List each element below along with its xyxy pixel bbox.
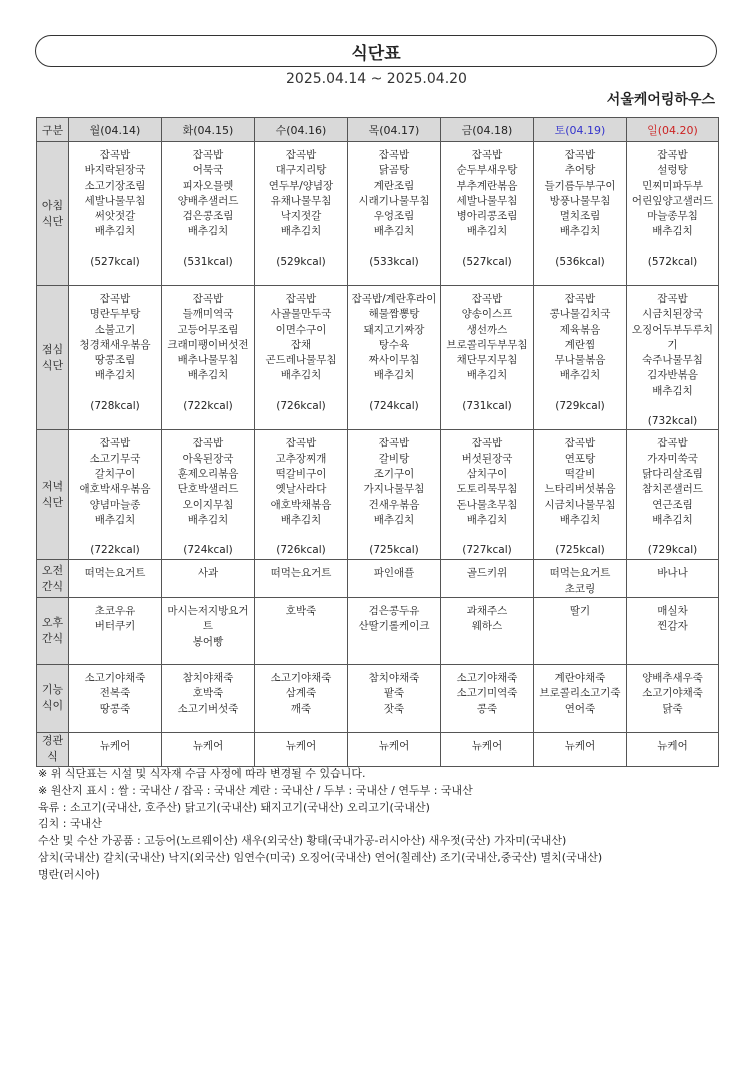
menu-item: 콩죽 bbox=[476, 702, 498, 715]
menu-cell-morning-snack-tue bbox=[162, 560, 255, 598]
menu-item: 배추김치 bbox=[652, 225, 693, 238]
menu-cell-lunch-sun bbox=[627, 286, 719, 430]
menu-item: 뉴케어 bbox=[99, 739, 131, 752]
menu-item: 참치야채죽 bbox=[368, 671, 420, 684]
calorie-value: (533kcal) bbox=[369, 255, 419, 268]
menu-item: 배추김치 bbox=[559, 513, 601, 526]
row-label-afternoon-snack bbox=[37, 597, 69, 664]
menu-item: 삼치구이 bbox=[466, 467, 508, 480]
menu-item: 오징어두부두루치기 bbox=[631, 323, 714, 351]
menu-item: 파인애플 bbox=[373, 567, 415, 580]
menu-item: 잡곡밥 bbox=[657, 437, 688, 450]
menu-cell-functional-diet-mon bbox=[69, 664, 162, 732]
menu-item: 잡곡밥 bbox=[192, 149, 224, 161]
menu-item: 고등어무조림 bbox=[177, 323, 239, 336]
menu-item: 배추김치 bbox=[559, 369, 601, 382]
menu-item: 갈치구이 bbox=[94, 467, 136, 480]
menu-item: 순두부새우탕 bbox=[456, 164, 518, 177]
row-label-line: 점심 bbox=[41, 342, 64, 356]
menu-item: 우엉조림 bbox=[373, 210, 415, 223]
calorie-value: (527kcal) bbox=[90, 255, 140, 268]
menu-item: 애호박새우볶음 bbox=[79, 483, 151, 496]
menu-item: 배추김치 bbox=[280, 225, 322, 238]
menu-item: 탕수육 bbox=[378, 338, 410, 351]
calorie-value: (726kcal) bbox=[276, 399, 326, 412]
menu-item: 떡갈비 bbox=[564, 467, 596, 480]
menu-cell-functional-diet-tue bbox=[162, 664, 255, 732]
menu-item: 유채나물무침 bbox=[270, 194, 332, 207]
menu-item: 배추김치 bbox=[466, 369, 508, 382]
row-label-breakfast bbox=[37, 142, 69, 286]
row-lunch bbox=[37, 286, 719, 430]
menu-cell-breakfast-sat bbox=[534, 142, 627, 286]
menu-item: 병아리콩조림 bbox=[456, 210, 518, 223]
menu-item: 훈제오리볶음 bbox=[177, 467, 239, 480]
menu-item: 배추김치 bbox=[187, 225, 229, 238]
header-day-sun: 일(04.20) bbox=[627, 118, 719, 142]
menu-cell-tube-feeding-sun bbox=[627, 732, 719, 766]
menu-cell-lunch-tue bbox=[162, 286, 255, 430]
menu-item: 가자미쑥국 bbox=[647, 452, 698, 465]
menu-item: 초코우유 bbox=[94, 604, 136, 617]
menu-item: 어묵국 bbox=[192, 164, 224, 177]
menu-item: 애호박채볶음 bbox=[270, 498, 332, 511]
menu-item: 옛날사라다 bbox=[275, 483, 327, 496]
menu-item: 잡곡밥 bbox=[192, 437, 224, 450]
menu-item: 무나물볶음 bbox=[554, 354, 606, 367]
menu-item: 잡채 bbox=[290, 338, 312, 351]
menu-item: 곤드레나물무침 bbox=[265, 354, 337, 367]
menu-item: 뉴케어 bbox=[285, 739, 317, 752]
row-breakfast bbox=[37, 142, 719, 286]
menu-cell-tube-feeding-mon bbox=[69, 732, 162, 766]
menu-cell-lunch-mon bbox=[69, 286, 162, 430]
menu-item: 가지나물무침 bbox=[363, 483, 425, 496]
menu-item: 방풍나물무침 bbox=[549, 194, 611, 207]
menu-cell-afternoon-snack-mon bbox=[69, 597, 162, 664]
menu-item: 잡곡밥 bbox=[192, 293, 224, 305]
notes-section bbox=[38, 766, 728, 884]
menu-item: 잡곡밥 bbox=[564, 293, 596, 305]
menu-item: 브로콜리두부무침 bbox=[446, 338, 528, 351]
menu-item: 소고기야채죽 bbox=[456, 671, 518, 684]
menu-item: 떠먹는요거트 bbox=[270, 567, 332, 580]
menu-item: 잡곡밥 bbox=[471, 437, 503, 450]
menu-cell-dinner-sat bbox=[534, 430, 627, 560]
calorie-value: (729kcal) bbox=[555, 399, 605, 412]
menu-item: 건새우볶음 bbox=[368, 498, 420, 511]
menu-item: 피자오믈렛 bbox=[182, 179, 234, 192]
menu-item: 돈나물초무침 bbox=[456, 498, 518, 511]
calorie-value: (728kcal) bbox=[90, 399, 140, 412]
menu-item: 시래기나물무침 bbox=[358, 194, 430, 207]
menu-item: 호박죽 bbox=[192, 687, 224, 700]
menu-item: 소고기장조림 bbox=[84, 179, 146, 192]
menu-cell-dinner-tue bbox=[162, 430, 255, 560]
menu-item: 사과 bbox=[197, 567, 219, 580]
row-label-lunch bbox=[37, 286, 69, 430]
menu-cell-afternoon-snack-wed bbox=[255, 597, 348, 664]
menu-item: 잡곡밥 bbox=[378, 437, 410, 450]
menu-item: 참치야채죽 bbox=[182, 671, 234, 684]
menu-item: 시금치된장국 bbox=[642, 308, 703, 321]
calorie-value: (527kcal) bbox=[462, 255, 512, 268]
row-label-line: 오후 bbox=[41, 615, 64, 629]
menu-item: 잡곡밥 bbox=[657, 293, 688, 305]
menu-item: 마늘종무침 bbox=[647, 210, 698, 223]
menu-item: 양배추샐러드 bbox=[177, 194, 239, 207]
menu-item: 느타리버섯볶음 bbox=[544, 483, 616, 496]
header-day-sat: 토(04.19) bbox=[534, 118, 627, 142]
menu-cell-tube-feeding-sat bbox=[534, 732, 627, 766]
menu-item: 뉴케어 bbox=[192, 739, 224, 752]
menu-item: 배추김치 bbox=[280, 513, 322, 526]
calorie-value: (726kcal) bbox=[276, 544, 326, 557]
header-day-mon: 월(04.14) bbox=[69, 118, 162, 142]
menu-item: 도토리묵무침 bbox=[456, 483, 518, 496]
menu-cell-tube-feeding-tue bbox=[162, 732, 255, 766]
menu-item: 버터쿠키 bbox=[94, 620, 136, 633]
calorie-value: (722kcal) bbox=[183, 399, 233, 412]
menu-item: 낙지젓갈 bbox=[280, 210, 322, 223]
menu-cell-morning-snack-fri bbox=[441, 560, 534, 598]
row-functional-diet bbox=[37, 664, 719, 732]
menu-cell-dinner-thu bbox=[348, 430, 441, 560]
menu-item: 소고기미역죽 bbox=[456, 687, 518, 700]
menu-period: 2025.04.14 ~ 2025.04.20 bbox=[286, 71, 467, 87]
menu-item: 배추김치 bbox=[466, 225, 508, 238]
menu-cell-functional-diet-fri bbox=[441, 664, 534, 732]
menu-item: 세발나물무침 bbox=[456, 194, 518, 207]
menu-cell-afternoon-snack-sun bbox=[627, 597, 719, 664]
menu-item: 조기구이 bbox=[373, 467, 415, 480]
menu-item: 써앗젓갈 bbox=[94, 210, 136, 223]
row-afternoon-snack bbox=[37, 597, 719, 664]
menu-cell-lunch-wed bbox=[255, 286, 348, 430]
menu-item: 잡곡밥 bbox=[99, 293, 131, 305]
menu-cell-dinner-mon bbox=[69, 430, 162, 560]
menu-cell-tube-feeding-thu bbox=[348, 732, 441, 766]
calorie-value: (729kcal) bbox=[647, 544, 698, 557]
row-label-line: 기능 bbox=[41, 683, 64, 697]
menu-item: 산딸기롤케이크 bbox=[358, 620, 430, 633]
calorie-value: (722kcal) bbox=[90, 544, 140, 557]
menu-item: 잡곡밥 bbox=[378, 149, 410, 161]
menu-cell-morning-snack-sat bbox=[534, 560, 627, 598]
calorie-value: (725kcal) bbox=[369, 544, 419, 557]
menu-item: 배추김치 bbox=[280, 369, 322, 382]
menu-item: 매실차 bbox=[657, 604, 688, 617]
menu-item: 배추김치 bbox=[652, 384, 693, 397]
note-line: 명란(러시아) bbox=[38, 867, 100, 881]
menu-item: 떠먹는요거트 bbox=[84, 567, 146, 580]
menu-cell-dinner-sun bbox=[627, 430, 719, 560]
row-label-dinner bbox=[37, 430, 69, 560]
menu-item: 소고기야채죽 bbox=[84, 671, 146, 684]
menu-item: 검은콩두유 bbox=[368, 604, 420, 617]
menu-item: 소고기버섯죽 bbox=[177, 702, 239, 715]
menu-item: 청경채새우볶음 bbox=[79, 338, 151, 351]
menu-item: 배추김치 bbox=[652, 513, 693, 526]
calorie-value: (572kcal) bbox=[647, 255, 698, 268]
menu-item: 양배추새우죽 bbox=[642, 671, 703, 684]
calorie-value: (731kcal) bbox=[462, 399, 512, 412]
menu-item: 민찌미파두부 bbox=[642, 179, 703, 192]
menu-item: 연근조림 bbox=[652, 498, 693, 511]
note-line: 김치 : 국내산 bbox=[38, 817, 102, 831]
row-label-line: 간식 bbox=[41, 579, 64, 593]
menu-item: 배추김치 bbox=[373, 225, 415, 238]
note-line: 수산 및 수산 가공품 : 고등어(노르웨이산) 새우(외국산) 황태(국내가공-러시아산) 새우젓(국산) 가자미(국내산) bbox=[38, 834, 567, 848]
menu-cell-morning-snack-wed bbox=[255, 560, 348, 598]
title-text: 식단표 bbox=[351, 43, 401, 64]
menu-cell-lunch-fri bbox=[441, 286, 534, 430]
menu-item: 뉴케어 bbox=[564, 739, 596, 752]
menu-item: 양념마늘종 bbox=[89, 498, 141, 511]
menu-item: 땅콩조림 bbox=[94, 354, 136, 367]
header-category: 구분 bbox=[37, 118, 69, 142]
menu-item: 브로콜리소고기죽 bbox=[539, 687, 621, 700]
header-day-thu: 목(04.17) bbox=[348, 118, 441, 142]
menu-item: 짜사이무침 bbox=[368, 354, 420, 367]
menu-item: 땅콩죽 bbox=[99, 702, 131, 715]
menu-item: 소고기무국 bbox=[89, 452, 141, 465]
menu-item: 오이지무침 bbox=[182, 498, 234, 511]
menu-item: 배추김치 bbox=[373, 513, 415, 526]
menu-item: 배추김치 bbox=[466, 513, 508, 526]
menu-item: 배추김치 bbox=[187, 513, 229, 526]
menu-cell-morning-snack-thu bbox=[348, 560, 441, 598]
menu-item: 설렁탕 bbox=[657, 164, 688, 177]
menu-cell-functional-diet-thu bbox=[348, 664, 441, 732]
menu-cell-functional-diet-sat bbox=[534, 664, 627, 732]
menu-cell-breakfast-thu bbox=[348, 142, 441, 286]
calorie-value: (724kcal) bbox=[183, 544, 233, 557]
menu-item: 바지락된장국 bbox=[84, 164, 146, 177]
menu-item: 잡곡밥 bbox=[285, 293, 317, 305]
menu-item: 소고기야채죽 bbox=[642, 687, 703, 700]
menu-item: 시금치나물무침 bbox=[544, 498, 616, 511]
menu-item: 마시는저지방요거트 bbox=[167, 604, 249, 633]
menu-item: 잡곡밥 bbox=[99, 437, 131, 450]
menu-item: 깨죽 bbox=[290, 702, 312, 715]
row-label-line: 식 bbox=[47, 750, 58, 764]
menu-item: 계란조림 bbox=[373, 179, 415, 192]
note-line: ※ 원산지 표시 : 쌀 : 국내산 / 잡곡 : 국내산 계란 : 국내산 / 두부 : 국내산 / 연두부 : 국내산 bbox=[38, 783, 473, 797]
menu-item: 소고기야채죽 bbox=[270, 671, 332, 684]
menu-item: 초코링 bbox=[564, 582, 596, 595]
row-label-tube-feeding bbox=[37, 732, 69, 766]
menu-item: 대구지리탕 bbox=[275, 164, 327, 177]
menu-item: 뉴케어 bbox=[657, 739, 688, 752]
calorie-value: (536kcal) bbox=[555, 255, 605, 268]
menu-item: 잣죽 bbox=[383, 702, 405, 715]
row-morning-snack bbox=[37, 560, 719, 598]
menu-item: 사골물만두국 bbox=[270, 308, 332, 321]
menu-item: 잡곡밥 bbox=[285, 149, 317, 161]
row-label-line: 경관 bbox=[41, 734, 64, 748]
menu-item: 잡곡밥 bbox=[285, 437, 317, 450]
menu-item: 바나나 bbox=[657, 567, 688, 580]
menu-item: 배추김치 bbox=[94, 225, 136, 238]
page-title bbox=[35, 35, 717, 67]
menu-item: 멸치조림 bbox=[559, 210, 601, 223]
menu-item: 잡곡밥 bbox=[99, 149, 131, 161]
menu-cell-breakfast-sun bbox=[627, 142, 719, 286]
menu-item: 계란야채죽 bbox=[554, 671, 606, 684]
menu-item: 양송이스프 bbox=[461, 308, 513, 321]
header-row bbox=[37, 118, 719, 142]
row-label-functional-diet bbox=[37, 664, 69, 732]
calorie-value: (529kcal) bbox=[276, 255, 326, 268]
menu-cell-morning-snack-sun bbox=[627, 560, 719, 598]
menu-item: 돼지고기짜장 bbox=[363, 323, 425, 336]
menu-table bbox=[36, 117, 719, 767]
menu-item: 잡곡밥 bbox=[564, 149, 596, 161]
menu-item: 배추나물무침 bbox=[177, 354, 239, 367]
menu-item: 들깨미역국 bbox=[182, 308, 234, 321]
header-day-wed: 수(04.16) bbox=[255, 118, 348, 142]
row-label-line: 식단 bbox=[41, 358, 64, 372]
calorie-value: (727kcal) bbox=[462, 544, 512, 557]
menu-item: 부추계란볶음 bbox=[456, 179, 518, 192]
menu-item: 제육볶음 bbox=[559, 323, 601, 336]
row-label-line: 식단 bbox=[41, 214, 64, 228]
menu-item: 아욱된장국 bbox=[182, 452, 234, 465]
menu-item: 배추김치 bbox=[559, 225, 601, 238]
menu-item: 들기름두부구이 bbox=[544, 179, 616, 192]
calorie-value: (732kcal) bbox=[647, 415, 698, 428]
row-label-line: 간식 bbox=[41, 631, 64, 645]
menu-item: 과채주스 bbox=[466, 604, 508, 617]
menu-item: 닭곰탕 bbox=[378, 164, 410, 177]
row-label-morning-snack bbox=[37, 560, 69, 598]
menu-cell-afternoon-snack-fri bbox=[441, 597, 534, 664]
menu-item: 잡곡밥 bbox=[471, 149, 503, 161]
menu-item: 참치콘샐러드 bbox=[642, 483, 703, 496]
row-label-line: 아침 bbox=[41, 198, 64, 212]
menu-item: 봉어빵 bbox=[192, 635, 224, 648]
row-dinner bbox=[37, 430, 719, 560]
menu-item: 웨하스 bbox=[471, 620, 503, 633]
menu-item: 떡갈비구이 bbox=[275, 467, 327, 480]
menu-item: 해물짬뽕탕 bbox=[368, 308, 420, 321]
menu-item: 연두부/양념장 bbox=[268, 179, 334, 192]
menu-item: 삼계죽 bbox=[285, 687, 317, 700]
menu-item: 콩나물김치국 bbox=[549, 308, 611, 321]
menu-item: 잡곡밥 bbox=[471, 293, 503, 305]
menu-item: 생선까스 bbox=[466, 323, 508, 336]
menu-item: 찐감자 bbox=[657, 620, 688, 633]
menu-item: 세발나물무침 bbox=[84, 194, 146, 207]
calorie-value: (725kcal) bbox=[555, 544, 605, 557]
note-line: 삼치(국내산) 갈치(국내산) 낙지(외국산) 임연수(미국) 오징어(국내산) 연어(칠레산) 조기(국내산,중국산) 멸치(국내산) bbox=[38, 850, 603, 864]
menu-item: 검은콩조림 bbox=[182, 210, 234, 223]
menu-cell-breakfast-fri bbox=[441, 142, 534, 286]
menu-item: 배추김치 bbox=[187, 369, 229, 382]
menu-cell-tube-feeding-wed bbox=[255, 732, 348, 766]
menu-item: 골드키위 bbox=[466, 567, 508, 580]
menu-item: 김자반볶음 bbox=[647, 369, 698, 382]
menu-item: 팥죽 bbox=[383, 687, 405, 700]
menu-cell-afternoon-snack-sat bbox=[534, 597, 627, 664]
menu-item: 딸기 bbox=[569, 604, 591, 617]
menu-item: 잡곡밥 bbox=[564, 437, 596, 450]
menu-item: 크래미팽이버섯전 bbox=[167, 338, 249, 351]
menu-item: 배추김치 bbox=[94, 369, 136, 382]
menu-item: 이면수구이 bbox=[275, 323, 327, 336]
menu-item: 계란찜 bbox=[564, 338, 596, 351]
menu-item: 전복죽 bbox=[99, 687, 131, 700]
menu-item: 호박죽 bbox=[285, 604, 317, 617]
menu-cell-functional-diet-wed bbox=[255, 664, 348, 732]
menu-item: 연포탕 bbox=[564, 452, 596, 465]
menu-item: 단호박샐러드 bbox=[177, 483, 239, 496]
row-label-line: 식단 bbox=[41, 495, 64, 509]
menu-cell-breakfast-tue bbox=[162, 142, 255, 286]
menu-cell-morning-snack-mon bbox=[69, 560, 162, 598]
menu-item: 떠먹는요거트 bbox=[549, 567, 611, 580]
menu-item: 배추김치 bbox=[94, 513, 136, 526]
row-label-line: 오전 bbox=[41, 563, 64, 577]
row-label-line: 식이 bbox=[41, 699, 64, 713]
menu-cell-breakfast-mon bbox=[69, 142, 162, 286]
menu-cell-afternoon-snack-thu bbox=[348, 597, 441, 664]
menu-item: 채단무지무침 bbox=[456, 354, 518, 367]
menu-item: 잡곡밥/계란후라이 bbox=[351, 293, 437, 305]
menu-item: 연어죽 bbox=[564, 702, 596, 715]
row-tube-feeding bbox=[37, 732, 719, 766]
menu-item: 고추장찌개 bbox=[275, 452, 327, 465]
menu-item: 소불고기 bbox=[94, 323, 136, 336]
menu-item: 추어탕 bbox=[564, 164, 596, 177]
menu-item: 닭죽 bbox=[662, 702, 683, 715]
menu-cell-afternoon-snack-tue bbox=[162, 597, 255, 664]
menu-item: 어린잎양고샐러드 bbox=[631, 194, 714, 207]
menu-item: 숙주나물무침 bbox=[642, 354, 703, 367]
menu-item: 버섯된장국 bbox=[461, 452, 513, 465]
menu-item: 뉴케어 bbox=[378, 739, 410, 752]
organization-name: 서울케어링하우스 bbox=[606, 92, 715, 108]
menu-cell-tube-feeding-fri bbox=[441, 732, 534, 766]
menu-item: 명란두부탕 bbox=[89, 308, 141, 321]
menu-item: 잡곡밥 bbox=[657, 149, 688, 161]
menu-cell-lunch-thu bbox=[348, 286, 441, 430]
note-line: 육류 : 소고기(국내산, 호주산) 닭고기(국내산) 돼지고기(국내산) 오리고기(국내산) bbox=[38, 800, 430, 814]
menu-cell-dinner-wed bbox=[255, 430, 348, 560]
row-label-line: 저녁 bbox=[41, 479, 64, 493]
header-day-fri: 금(04.18) bbox=[441, 118, 534, 142]
menu-cell-lunch-sat bbox=[534, 286, 627, 430]
header-day-tue: 화(04.15) bbox=[162, 118, 255, 142]
menu-item: 배추김치 bbox=[373, 369, 415, 382]
menu-item: 뉴케어 bbox=[471, 739, 503, 752]
menu-item: 닭다리살조림 bbox=[642, 467, 703, 480]
note-line: ※ 위 식단표는 시설 및 식자재 수급 사정에 따라 변경될 수 있습니다. bbox=[38, 767, 366, 780]
menu-cell-breakfast-wed bbox=[255, 142, 348, 286]
menu-cell-dinner-fri bbox=[441, 430, 534, 560]
menu-item: 갈비탕 bbox=[378, 452, 410, 465]
calorie-value: (531kcal) bbox=[183, 255, 233, 268]
calorie-value: (724kcal) bbox=[369, 399, 419, 412]
menu-cell-functional-diet-sun bbox=[627, 664, 719, 732]
